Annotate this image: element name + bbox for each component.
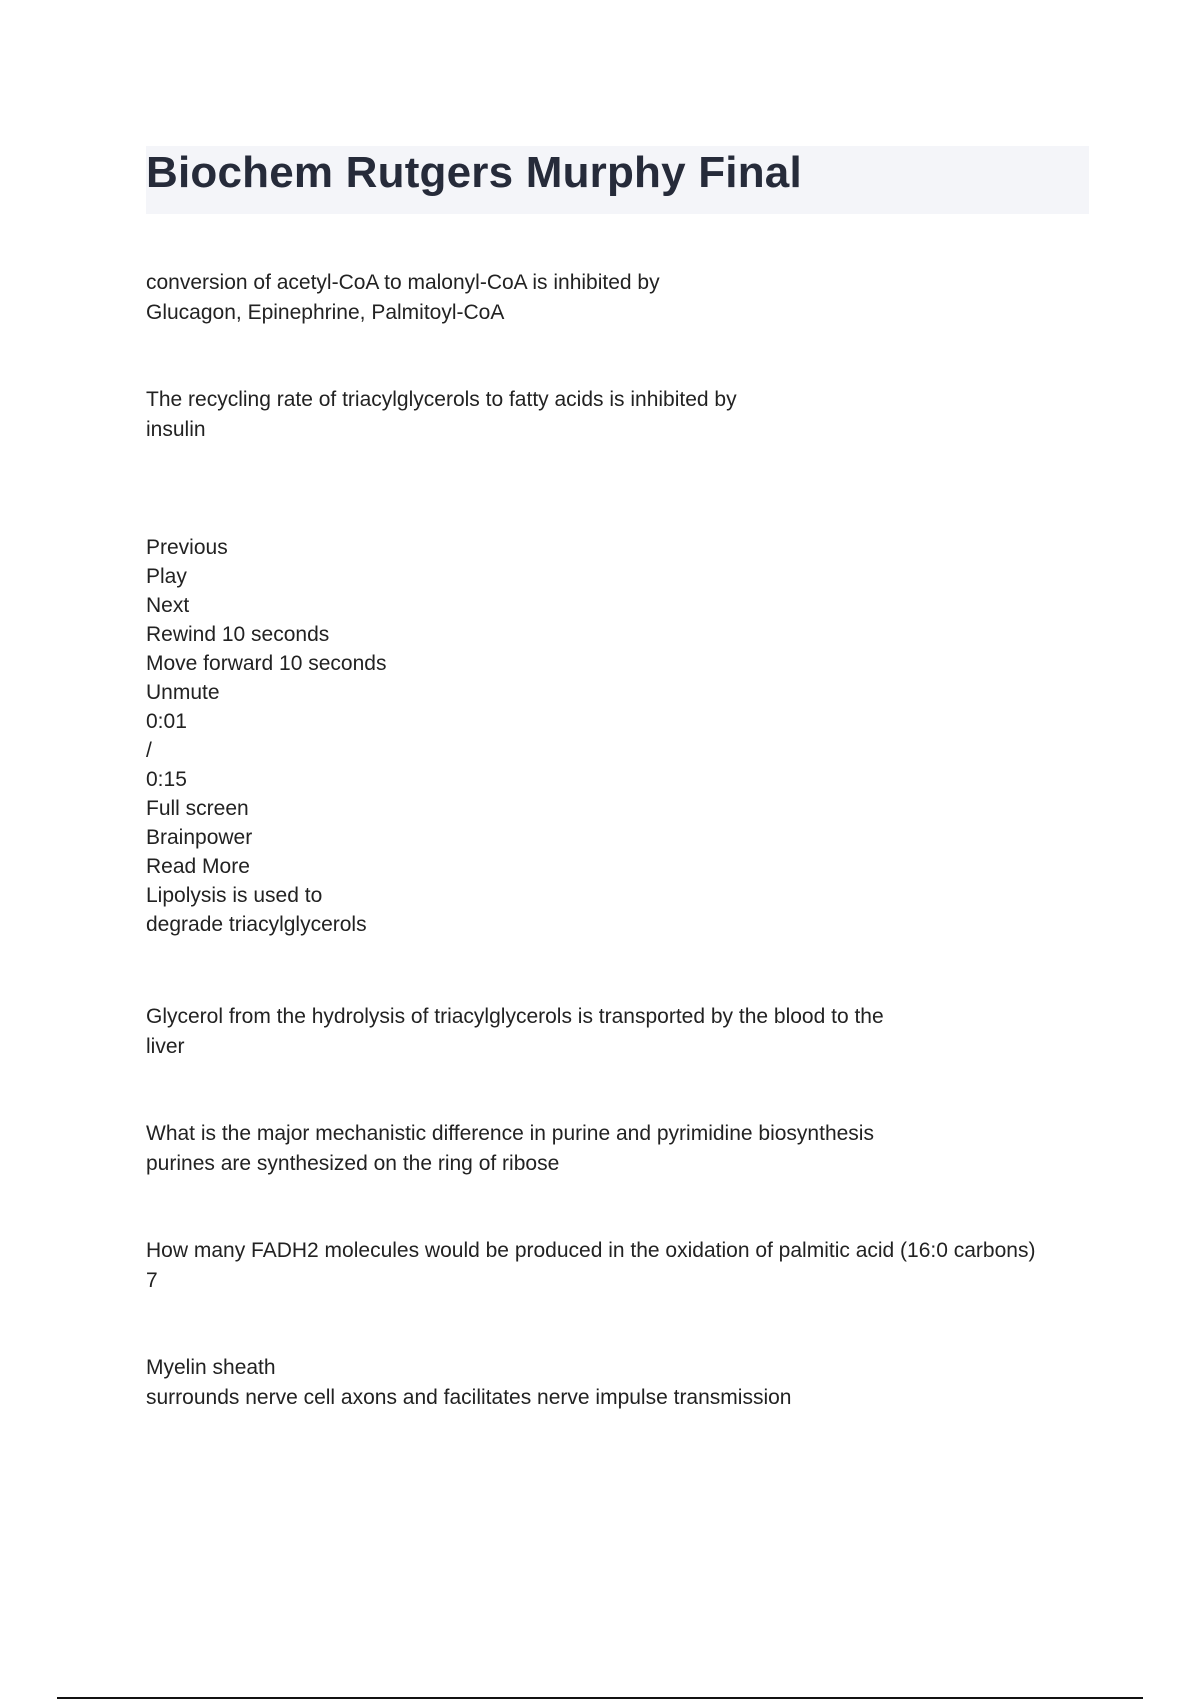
card-answer: insulin: [146, 418, 206, 441]
flashcard-1: [146, 268, 660, 328]
footer-divider: [57, 1697, 1143, 1699]
flashcard-4: [146, 1002, 884, 1062]
unmute-button[interactable]: Unmute: [146, 681, 220, 704]
flashcard-2: [146, 385, 737, 445]
duration: 0:15: [146, 768, 187, 791]
card-question: The recycling rate of triacylglycerols to fatty acids is inhibited by: [146, 388, 737, 411]
card-answer: purines are synthesized on the ring of ribose: [146, 1152, 560, 1175]
card-question: Lipolysis is used to: [146, 884, 323, 907]
video-player-text: [146, 533, 386, 939]
rewind-button[interactable]: Rewind 10 seconds: [146, 623, 330, 646]
card-question: How many FADH2 molecules would be produced in the oxidation of palmitic acid (16:0 carbons): [146, 1239, 1036, 1262]
card-question: Myelin sheath: [146, 1356, 276, 1379]
card-answer: liver: [146, 1035, 185, 1058]
flashcard-6: [146, 1236, 1035, 1296]
page-title: Biochem Rutgers Murphy Final: [146, 148, 802, 197]
card-question: Glycerol from the hydrolysis of triacylglycerols is transported by the blood to the: [146, 1005, 884, 1028]
card-question: conversion of acetyl-CoA to malonyl-CoA is inhibited by: [146, 271, 660, 294]
forward-button[interactable]: Move forward 10 seconds: [146, 652, 387, 675]
read-more-link[interactable]: Read More: [146, 855, 250, 878]
time-separator: /: [146, 739, 152, 762]
fullscreen-button[interactable]: Full screen: [146, 797, 249, 820]
flashcard-7: [146, 1353, 791, 1413]
card-answer: 7: [146, 1269, 158, 1292]
card-answer: degrade triacylglycerols: [146, 913, 367, 936]
next-button[interactable]: Next: [146, 594, 190, 617]
current-time: 0:01: [146, 710, 187, 733]
card-question: What is the major mechanistic difference in purine and pyrimidine biosynthesis: [146, 1122, 874, 1145]
card-answer: surrounds nerve cell axons and facilitates nerve impulse transmission: [146, 1386, 792, 1409]
brand-link[interactable]: Brainpower: [146, 826, 253, 849]
card-answer: Glucagon, Epinephrine, Palmitoyl-CoA: [146, 301, 505, 324]
previous-button[interactable]: Previous: [146, 536, 228, 559]
play-button[interactable]: Play: [146, 565, 187, 588]
flashcard-5: [146, 1119, 874, 1179]
